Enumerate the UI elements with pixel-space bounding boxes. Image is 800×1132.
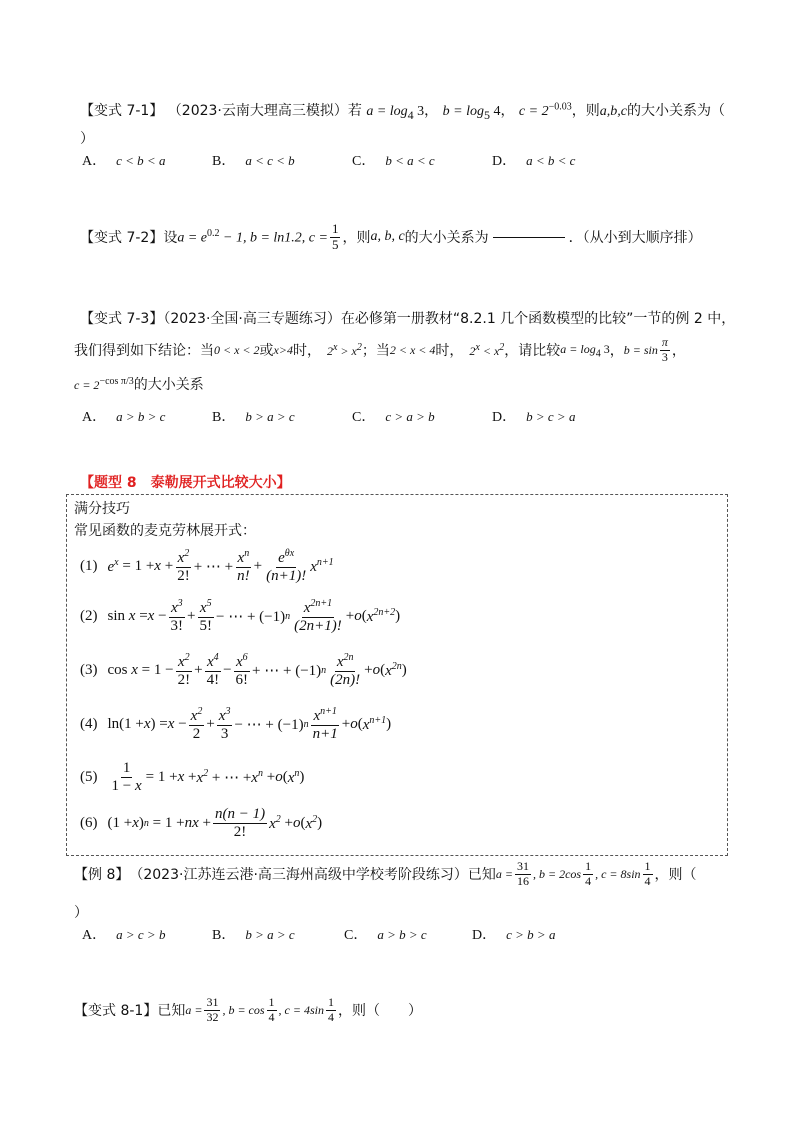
- e8-close: ）: [74, 905, 88, 921]
- formula-3: (3) cos x = 1 − $\frac{x^2}{2!}$ + $\frac{x^4}{4!}$ − $\frac{x^6}{6!}$ + ⋯ + (−1) n $\frac{x^{2n}}{(2n)!}$ + o ( $x^{2n}$ ): [80, 652, 407, 689]
- formula-4: (4) ln(1 + x ) = x − $\frac{x^2}{2}$ + $\frac{x^3}{3}$ − ⋯ + (−1) n $\frac{x^{n+1}}{n+1}$ + o ( $x^{n+1}$ ): [80, 706, 392, 743]
- option-b[interactable]: B． a < c < b: [212, 153, 295, 169]
- v81-label: 【变式 8-1】: [74, 1003, 158, 1020]
- v72-label: 【变式 7-2】: [80, 230, 164, 247]
- v73-line3: $c = 2^{-cos \pi/3}$的大小关系: [74, 376, 204, 393]
- formula-2: (2) sin x = x − $\frac{x^3}{3!}$ + $\frac{x^5}{5!}$ − ⋯ + (−1) n $\frac{x^{2n+1}}{(2n+1)!}$ + o ( $x^{2n+2}$ ): [80, 598, 401, 635]
- option-a[interactable]: A． a > b > c: [82, 409, 166, 425]
- v71-b: $b = \log_5 4$: [442, 104, 501, 122]
- option-c[interactable]: C． b < a < c: [352, 153, 435, 169]
- formula-6: (6) (1 + x ) n = 1 + nx + $\frac{n(n - 1)}{2!}$ $x^2$ + o ( $x^2$ ): [80, 806, 323, 841]
- v73-label: 【变式 7-3】: [80, 311, 164, 327]
- option-b[interactable]: B． b > a > c: [212, 927, 295, 943]
- option-d[interactable]: D． c > b > a: [472, 927, 556, 943]
- box-subtitle: 常见函数的麦克劳林展开式：: [74, 523, 256, 539]
- option-d[interactable]: D． a < b < c: [492, 153, 576, 169]
- v71-label: 【变式 7-1】: [80, 103, 164, 119]
- v81-line: 【变式 8-1】 已知 a = $\frac{31}{32}$ , b = cos $\frac{1}{4}$ , c = 4sin $\frac{1}{4}$ ，则（ ）: [74, 995, 422, 1024]
- formula-1: (1) $e^x$ = 1 + x + $\frac{x^2}{2!}$ + ⋯ + $\frac{x^n}{n!}$ + $\frac{e^{\theta x}}{(n+1)!}$ $x^{n+1}$: [80, 548, 334, 585]
- option-a[interactable]: A． c < b < a: [82, 153, 166, 169]
- v73-line1: 【变式 7-3】（2023·全国·高三专题练习）在必修第一册教材“8.2.1 几个函数模型的比较”一节的例 2 中，: [80, 311, 736, 327]
- e8-line1: 【例 8】 （2023·江苏连云港·高三海州高级中学校考阶段练习）已知 a = $\frac{31}{16}$ , b = 2cos $\frac{1}{4}$ , c = 8sin $\frac{1}{4}$ ，则（: [74, 859, 697, 888]
- option-c[interactable]: C． a > b > c: [344, 927, 427, 943]
- option-c[interactable]: C． c > a > b: [352, 409, 435, 425]
- v71-c: $c = 2^{-0.03}$: [518, 101, 572, 119]
- option-a[interactable]: A． a > c > b: [82, 927, 166, 943]
- formula-5: (5) $\frac{1}{1 - x}$ = 1 + x + $x^2$ + ⋯ + $x^n$ + o ( $x^n$ ): [80, 760, 305, 795]
- box-title: 满分技巧: [74, 501, 130, 517]
- v71-close: ）: [80, 131, 94, 147]
- v71-a: $a = \log_4 3$: [366, 104, 425, 122]
- v72-line: 【变式 7-2】 设 $a = e^{0.2} - 1$, b = ln1.2, c = $\frac{1}{5}$ ，则 a, b, c 的大小关系为 ．（从小到大顺序排）: [80, 221, 702, 252]
- v72-frac: $\frac{1}{5}$: [331, 221, 339, 252]
- answer-blank[interactable]: [493, 237, 565, 238]
- v73-line2: 我们得到如下结论：当 0 < x < 2 或 x>4 时， $2^x > x^2$ ；当 2 < x < 4 时， $2^x < x^2$ ，请比较 $a = \log_4 3$ ， b = sin $\frac{\pi}{3}$ ，: [74, 335, 686, 364]
- option-b[interactable]: B． b > a > c: [212, 409, 295, 425]
- option-d[interactable]: D． b > c > a: [492, 409, 576, 425]
- v71-source: （2023·云南大理高三模拟）若: [167, 103, 362, 119]
- v71-line1: 【变式 7-1】 （2023·云南大理高三模拟）若 $a = \log_4 3$， $b = \log_5 4$， $c = 2^{-0.03}$，则a,b,c的大小关系为（: [80, 101, 725, 122]
- section-title: 【题型 8 泰勒展开式比较大小】: [80, 475, 291, 491]
- v72-expr: $a = e^{0.2} - 1$, b = ln1.2, c =: [177, 228, 328, 246]
- e8-label: 【例 8】: [74, 867, 130, 884]
